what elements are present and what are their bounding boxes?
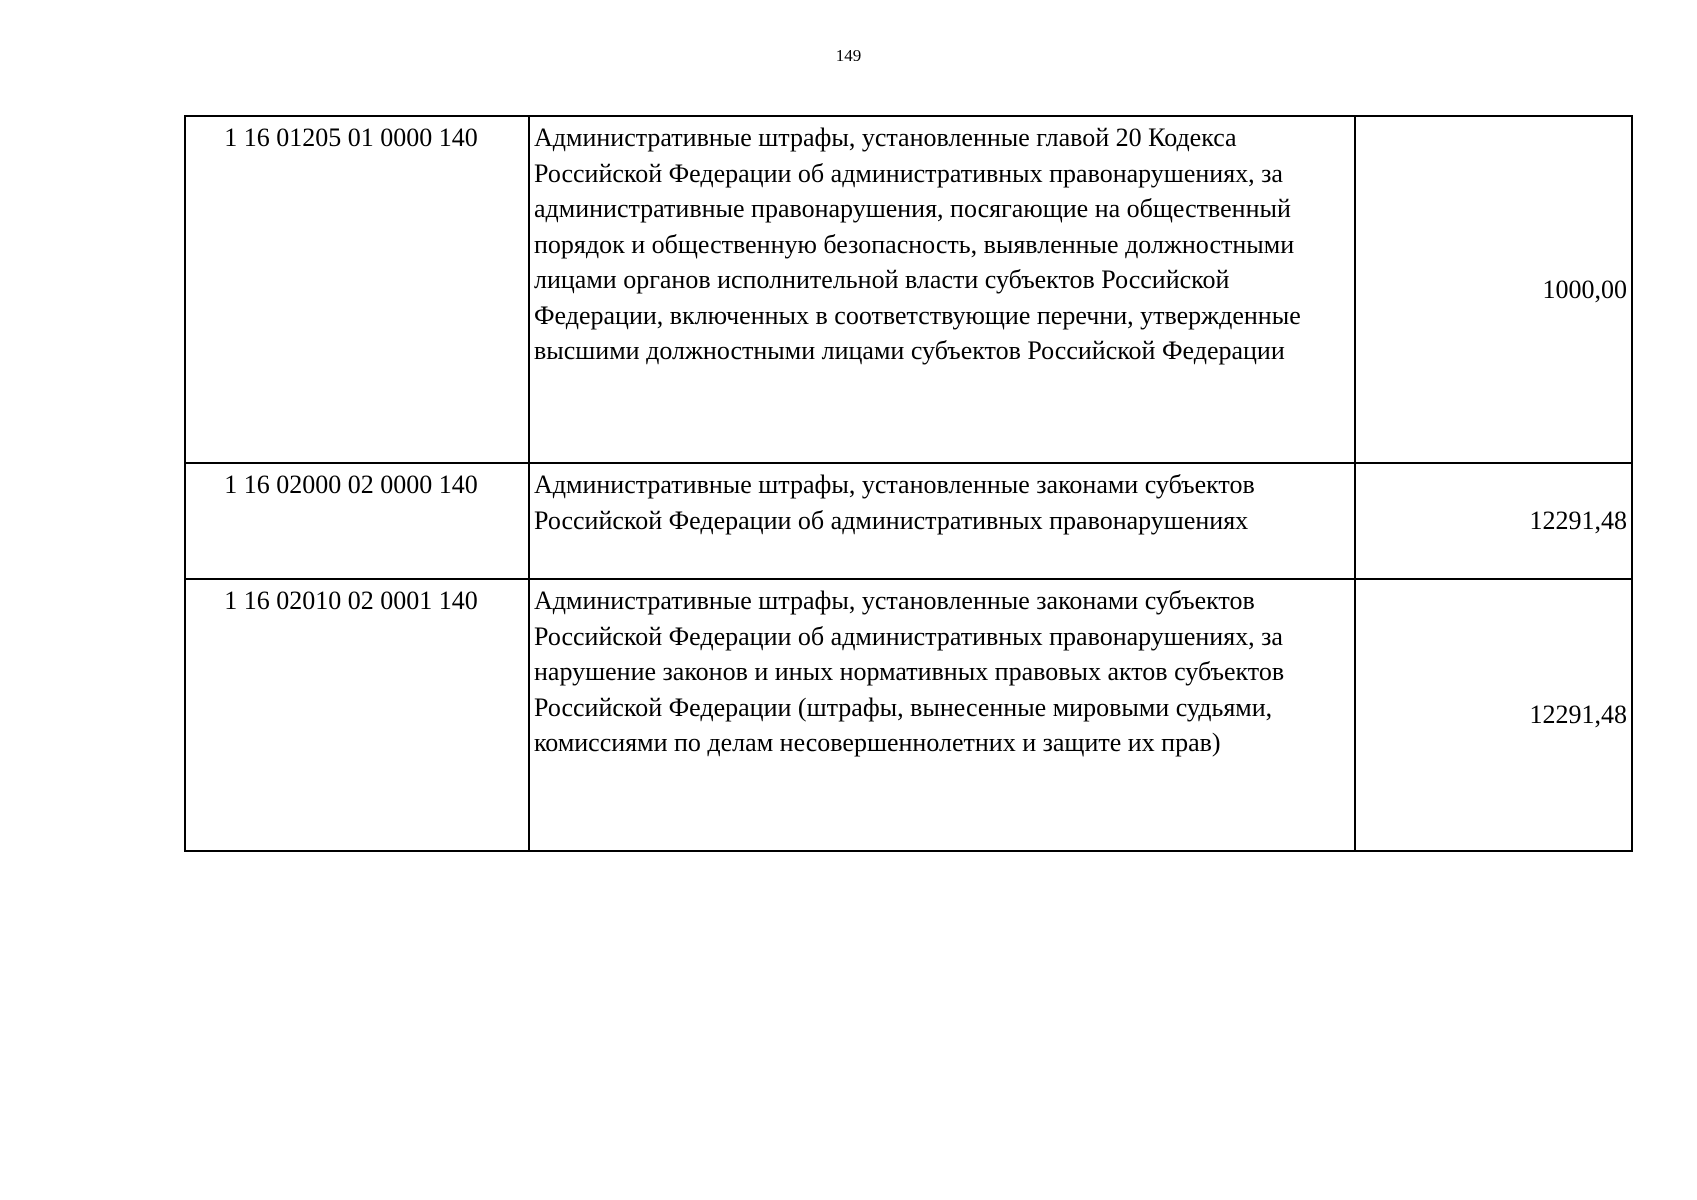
page-number: 149 — [835, 46, 862, 65]
table-row — [185, 463, 1632, 579]
revenue-table — [184, 115, 1633, 852]
budget-code-cell: 1 16 02000 02 0000 140 — [185, 463, 529, 579]
description-cell: Административные штрафы, установленные главой 20 Кодекса Российской Федерации об административных правонарушениях, за административные правонарушения, посягающие на общественный порядок и общественную безопасность, выявленные должностными лицами органов исполнительной власти субъектов Российской Федерации, включенных в соответствующие перечни, утвержденные высшими должностными лицами субъектов Российской Федерации — [529, 116, 1355, 463]
amount-cell: 12291,48 — [1355, 579, 1632, 851]
amount-cell: 12291,48 — [1355, 463, 1632, 579]
budget-code-cell: 1 16 01205 01 0000 140 — [185, 116, 529, 463]
description-cell: Административные штрафы, установленные законами субъектов Российской Федерации об административных правонарушениях, за нарушение законов и иных нормативных правовых актов субъектов Российской Федерации (штрафы, вынесенные мировыми судьями, комиссиями по делам несовершеннолетних и защите их прав) — [529, 579, 1355, 851]
table-row — [185, 116, 1632, 463]
amount-cell: 1000,00 — [1355, 116, 1632, 463]
table-row — [185, 579, 1632, 851]
budget-code-cell: 1 16 02010 02 0001 140 — [185, 579, 529, 851]
description-cell: Административные штрафы, установленные законами субъектов Российской Федерации об административных правонарушениях — [529, 463, 1355, 579]
